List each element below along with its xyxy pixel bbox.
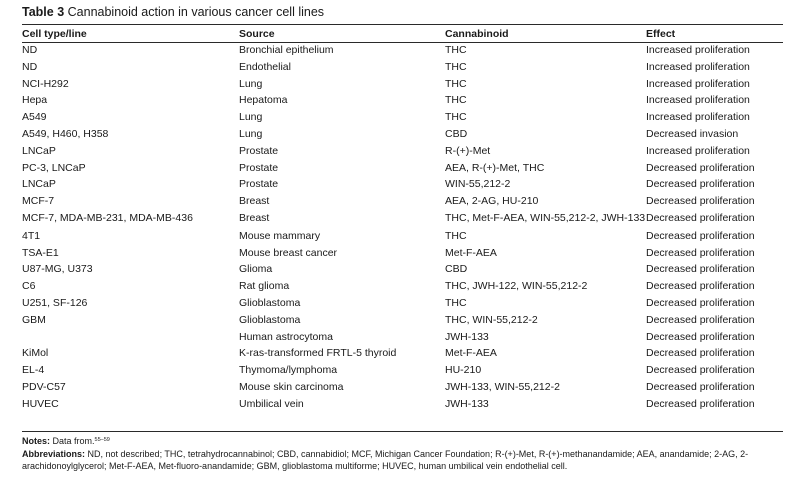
cell-type-cell: LNCaP — [22, 144, 56, 157]
cell-type-cell: MCF-7, MDA-MB-231, MDA-MB-436 — [22, 211, 193, 224]
effect-cell: Decreased proliferation — [646, 296, 755, 309]
table-row — [22, 312, 783, 329]
effect-cell: Decreased proliferation — [646, 347, 755, 360]
effect-cell: Decreased proliferation — [646, 364, 755, 377]
source-cell: Glioblastoma — [239, 296, 301, 309]
table-caption — [22, 3, 324, 21]
effect-cell: Decreased proliferation — [646, 330, 755, 343]
cannabinoid-cell: THC, Met-F-AEA, WIN-55,212-2, JWH-133 — [445, 211, 646, 224]
cannabinoid-cell: CBD — [445, 127, 468, 140]
header-cell-type: Cell type/line — [22, 27, 87, 40]
notes-line — [22, 434, 787, 448]
cannabinoid-cell: THC — [445, 229, 467, 242]
effect-cell: Increased proliferation — [646, 111, 750, 124]
cannabinoid-cell: THC — [445, 111, 467, 124]
effect-cell: Decreased invasion — [646, 127, 739, 140]
source-cell: Umbilical vein — [239, 397, 304, 410]
header-effect: Effect — [646, 27, 676, 40]
source-cell: K-ras-transformed FRTL-5 thyroid — [239, 347, 397, 360]
cannabinoid-cell: THC, JWH-122, WIN-55,212-2 — [445, 280, 588, 293]
cannabinoid-cell: R-(+)-Met — [445, 144, 491, 157]
cannabinoid-cell: HU-210 — [445, 364, 482, 377]
source-cell: Thymoma/lymphoma — [239, 364, 338, 377]
cell-type-cell: PC-3, LNCaP — [22, 161, 86, 174]
effect-cell: Decreased proliferation — [646, 380, 755, 393]
effect-cell: Increased proliferation — [646, 60, 750, 73]
effect-cell: Increased proliferation — [646, 77, 750, 90]
table-row — [22, 109, 783, 126]
header-source: Source — [239, 27, 275, 40]
effect-cell: Decreased proliferation — [646, 313, 755, 326]
source-cell: Glioblastoma — [239, 313, 301, 326]
cell-type-cell: A549, H460, H358 — [22, 127, 109, 140]
cell-type-cell — [22, 329, 239, 346]
table-row — [22, 345, 783, 362]
cell-type-cell: LNCaP — [22, 178, 56, 191]
table-row — [22, 261, 783, 278]
source-cell: Mouse mammary — [239, 229, 321, 242]
cell-type-cell: ND — [22, 44, 38, 56]
source-cell: Mouse skin carcinoma — [239, 380, 344, 393]
abbreviations-line — [22, 448, 787, 473]
source-cell: Mouse breast cancer — [239, 246, 338, 259]
notes-text: Data from. — [52, 436, 95, 446]
effect-cell: Decreased proliferation — [646, 161, 755, 174]
table-row — [22, 42, 783, 59]
cell-type-cell: GBM — [22, 313, 46, 326]
table-row — [22, 228, 783, 245]
effect-cell: Decreased proliferation — [646, 263, 755, 276]
header-cannabinoid: Cannabinoid — [445, 27, 509, 40]
table-row — [22, 160, 783, 177]
cannabinoid-cell: WIN-55,212-2 — [445, 178, 511, 191]
effect-cell: Decreased proliferation — [646, 229, 755, 242]
table-title: Cannabinoid action in various cancer cell lines — [67, 5, 325, 19]
cannabinoid-cell: AEA, 2-AG, HU-210 — [445, 195, 539, 208]
source-cell: Human astrocytoma — [239, 330, 333, 343]
table-row — [22, 193, 783, 210]
cannabinoid-cell: JWH-133, WIN-55,212-2 — [445, 380, 560, 393]
effect-cell: Decreased proliferation — [646, 280, 755, 293]
table-body — [22, 42, 783, 413]
cell-type-cell: ND — [22, 60, 38, 73]
table-row — [22, 379, 783, 396]
bottom-rule — [22, 431, 783, 432]
effect-cell: Increased proliferation — [646, 94, 750, 107]
cannabinoid-cell: THC — [445, 60, 467, 73]
cell-type-cell: NCI-H292 — [22, 77, 69, 90]
table-row — [22, 143, 783, 160]
effect-cell: Increased proliferation — [646, 44, 750, 56]
cannabinoid-cell: THC — [445, 44, 467, 56]
source-cell: Bronchial epithelium — [239, 44, 334, 56]
source-cell: Prostate — [239, 144, 279, 157]
table-row — [22, 245, 783, 262]
cannabinoid-cell: Met-F-AEA — [445, 347, 497, 360]
cannabinoid-cell: THC — [445, 94, 467, 107]
cell-type-cell: KiMol — [22, 347, 49, 360]
source-cell: Prostate — [239, 161, 279, 174]
abbreviations-text: ND, not described; THC, tetrahydrocannabinol; CBD, cannabidiol; MCF, Michigan Cancer Foundation; R-(+)-Met, R-(+)-methanandamide; AEA, anandamide; 2-AG, 2-arachidonoylglycerol; Met-F-AEA, Met-fluoro-anandamide; GBM, glioblastoma multiforme; HUVEC, human umbilical vein endothelial cell. — [22, 448, 749, 471]
table-row — [22, 76, 783, 93]
table-number: Table 3 — [22, 5, 65, 19]
table-notes — [22, 434, 787, 473]
table-row — [22, 92, 783, 109]
effect-cell: Increased proliferation — [646, 144, 750, 157]
cell-type-cell: Hepa — [22, 94, 48, 107]
cannabinoid-cell: CBD — [445, 263, 468, 276]
source-cell: Hepatoma — [239, 94, 288, 107]
notes-refs: 55–59 — [94, 437, 110, 443]
effect-cell: Decreased proliferation — [646, 397, 755, 410]
table-row — [22, 362, 783, 379]
table-row — [22, 176, 783, 193]
table-row — [22, 126, 783, 143]
source-cell: Breast — [239, 211, 270, 224]
table-row — [22, 295, 783, 312]
cannabinoid-cell: THC — [445, 296, 467, 309]
source-cell: Prostate — [239, 178, 279, 191]
cell-type-cell: U87-MG, U373 — [22, 263, 93, 276]
cell-type-cell: TSA-E1 — [22, 246, 59, 259]
table-row — [22, 59, 783, 76]
cell-type-cell: C6 — [22, 280, 36, 293]
cell-type-cell: MCF-7 — [22, 195, 55, 208]
table-row — [22, 210, 783, 228]
header-row — [22, 25, 783, 42]
cell-type-cell: U251, SF-126 — [22, 296, 88, 309]
cannabinoid-cell: Met-F-AEA — [445, 246, 497, 259]
effect-cell: Decreased proliferation — [646, 178, 755, 191]
cell-type-cell: 4T1 — [22, 229, 41, 242]
source-cell: Glioma — [239, 263, 273, 276]
table-row — [22, 396, 783, 413]
cannabinoid-cell: JWH-133 — [445, 330, 489, 343]
source-cell: Lung — [239, 111, 263, 124]
table-row — [22, 278, 783, 295]
source-cell: Endothelial — [239, 60, 291, 73]
cannabinoid-cell: AEA, R-(+)-Met, THC — [445, 161, 545, 174]
cell-type-cell: PDV-C57 — [22, 380, 66, 393]
source-cell: Lung — [239, 77, 263, 90]
cannabinoid-cell: THC, WIN-55,212-2 — [445, 313, 538, 326]
table-row — [22, 329, 783, 346]
cannabinoid-cell: THC — [445, 77, 467, 90]
source-cell: Rat glioma — [239, 280, 290, 293]
source-cell: Lung — [239, 127, 263, 140]
abbreviations-label: Abbreviations: — [22, 448, 86, 459]
cell-type-cell: EL-4 — [22, 364, 45, 377]
source-cell: Breast — [239, 195, 270, 208]
cell-type-cell: A549 — [22, 111, 47, 124]
effect-cell: Decreased proliferation — [646, 246, 755, 259]
effect-cell: Decreased proliferation — [646, 211, 755, 224]
cell-type-cell: HUVEC — [22, 397, 59, 410]
notes-label: Notes: — [22, 436, 51, 446]
cannabinoid-cell: JWH-133 — [445, 397, 489, 410]
data-table — [22, 25, 783, 413]
effect-cell: Decreased proliferation — [646, 195, 755, 208]
